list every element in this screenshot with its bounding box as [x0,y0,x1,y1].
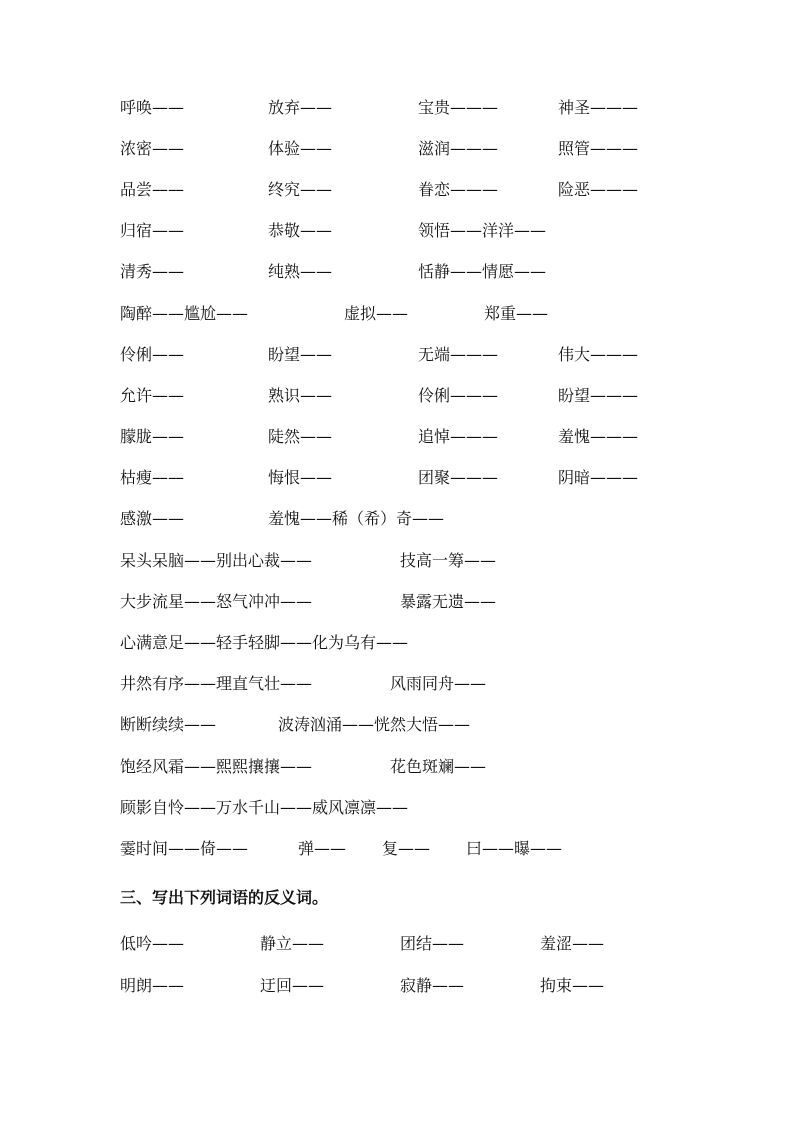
word-item: 迂回—— [260,976,325,995]
word-item: 饱经风霜——熙熙攘攘—— [120,757,313,776]
word-item: 郑重—— [484,304,549,323]
word-item: 盼望——— [558,386,639,405]
word-item: 盼望—— [268,345,333,364]
word-item: 熟识—— [268,386,333,405]
word-item: 悔恨—— [268,468,333,487]
word-item: 恬静——情愿—— [418,262,547,281]
word-item: 枯瘦—— [120,468,185,487]
word-item: 放弃—— [268,98,333,117]
word-item: 感激—— [120,509,185,528]
word-item: 拘束—— [540,976,605,995]
word-item: 眷恋——— [418,180,499,199]
word-item: 浓密—— [120,139,185,158]
word-item: 心满意足——轻手轻脚——化为乌有—— [120,633,409,652]
word-item: 顾影自怜——万水千山——威风凛凛—— [120,798,409,817]
word-item: 宝贵——— [418,98,499,117]
word-item: 弹—— [298,839,347,858]
word-item: 井然有序——理直气壮—— [120,674,313,693]
word-item: 团结—— [400,934,465,953]
word-item: 静立—— [260,934,325,953]
word-item: 陶醉——尴尬—— [120,304,249,323]
word-item: 归宿—— [120,221,185,240]
word-item: 险恶——— [558,180,639,199]
word-item: 纯熟—— [268,262,333,281]
word-item: 伶俐—— [120,345,185,364]
word-item: 恭敬—— [268,221,333,240]
word-item: 品尝—— [120,180,185,199]
word-item: 朦胧—— [120,427,185,446]
word-item: 伶俐——— [418,386,499,405]
word-item: 清秀—— [120,262,185,281]
word-item: 羞涩—— [540,934,605,953]
word-item: 无端——— [418,345,499,364]
word-item: 阴暗——— [558,468,639,487]
word-item: 虚拟—— [344,304,409,323]
word-item: 团聚——— [418,468,499,487]
word-item: 呆头呆脑——别出心裁—— [120,551,313,570]
section-heading: 三、写出下列词语的反义词。 [120,888,329,907]
word-item: 寂静—— [400,976,465,995]
word-item: 呼唤—— [120,98,185,117]
word-item: 霎时间——倚—— [120,839,249,858]
word-item: 暴露无遗—— [400,592,497,611]
word-item: 复—— [382,839,431,858]
word-item: 允许—— [120,386,185,405]
word-item: 羞愧——— [558,427,639,446]
word-item: 风雨同舟—— [390,674,487,693]
word-item: 低吟—— [120,934,185,953]
word-item: 终究—— [268,180,333,199]
word-item: 羞愧——稀（希）奇—— [268,509,445,528]
word-item: 照管——— [558,139,639,158]
word-item: 追悼——— [418,427,499,446]
word-item: 伟大——— [558,345,639,364]
word-item: 花色斑斓—— [390,757,487,776]
word-item: 滋润——— [418,139,499,158]
word-item: 断断续续—— [120,715,217,734]
word-item: 技高一筹—— [400,551,497,570]
word-item: 曰——曝—— [466,839,563,858]
word-item: 明朗—— [120,976,185,995]
word-item: 波涛汹涌——恍然大悟—— [278,715,471,734]
word-item: 体验—— [268,139,333,158]
word-item: 陡然—— [268,427,333,446]
word-item: 大步流星——怒气冲冲—— [120,592,313,611]
word-item: 神圣——— [558,98,639,117]
word-item: 领悟——洋洋—— [418,221,547,240]
